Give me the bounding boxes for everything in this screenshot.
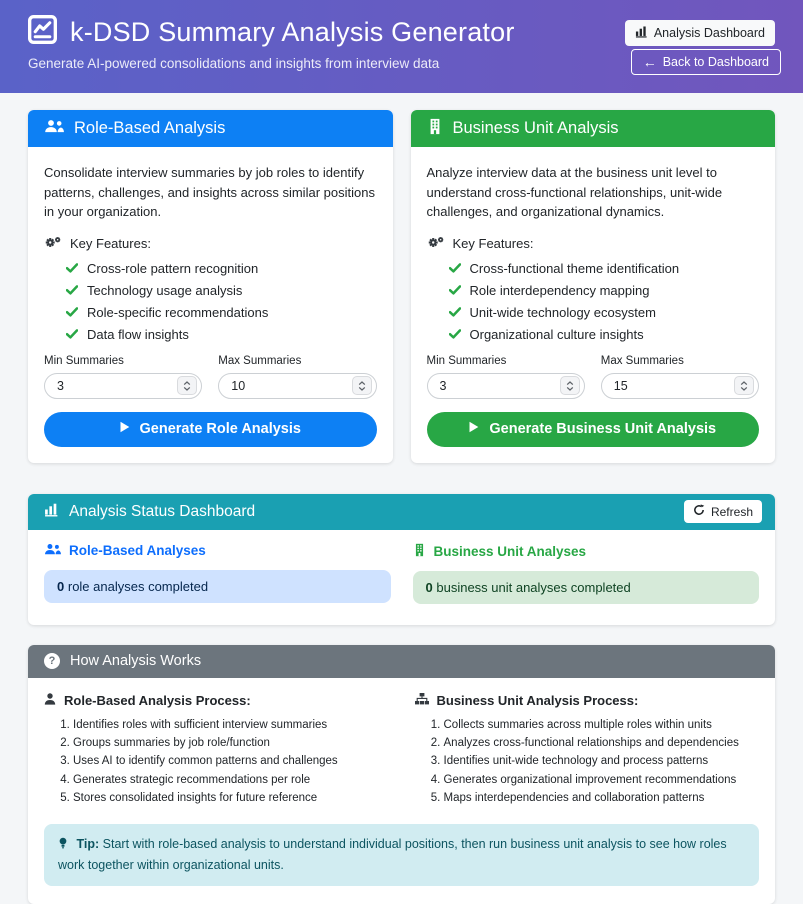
feature-label: Technology usage analysis — [87, 282, 243, 298]
feature-item — [66, 327, 377, 342]
role-max-summaries-field — [218, 355, 376, 399]
analysis-dashboard-button[interactable] — [625, 20, 775, 46]
feature-label: Cross-role pattern recognition — [87, 260, 259, 276]
check-icon — [66, 261, 78, 276]
process-step: 5. Maps interdependencies and collaboration patterns — [444, 789, 760, 807]
business-unit-card-header — [411, 110, 776, 147]
role-min-summaries-input-wrap — [44, 373, 202, 399]
number-spinner[interactable] — [560, 376, 580, 395]
role-min-summaries-field — [44, 355, 202, 399]
feature-label: Role interdependency mapping — [469, 282, 650, 298]
bu-max-summaries-field — [601, 355, 759, 399]
status-dashboard-body — [28, 530, 775, 625]
feature-label: Cross-functional theme identification — [469, 260, 680, 276]
bu-min-summaries-input[interactable] — [432, 378, 536, 394]
how-analysis-works-header — [28, 645, 775, 678]
feature-item — [449, 305, 760, 320]
check-icon — [66, 283, 78, 298]
tip-text: Start with role-based analysis to understand individual positions, then run business unit analysis to see how roles work together within organizational units. — [58, 837, 727, 873]
feature-label: Unit-wide technology ecosystem — [469, 304, 656, 320]
business-unit-inputs-row — [427, 355, 760, 399]
role-card-title: Role-Based Analysis — [74, 119, 226, 137]
business-unit-analyses-status-alert — [413, 571, 760, 604]
check-icon — [66, 305, 78, 320]
bu-min-summaries-input-wrap — [427, 373, 585, 399]
process-step: 5. Stores consolidated insights for future reference — [73, 789, 389, 807]
role-inputs-row — [44, 355, 377, 399]
role-key-features-row — [44, 236, 377, 252]
gears-icon — [427, 236, 445, 252]
business-unit-card-title: Business Unit Analysis — [452, 119, 619, 137]
role-analyses-count-label: role analyses completed — [67, 578, 209, 594]
refresh-button[interactable] — [684, 500, 762, 523]
how-analysis-works-card — [28, 645, 775, 904]
how-analysis-works-title: How Analysis Works — [70, 653, 202, 669]
feature-item — [449, 327, 760, 342]
header-title-block — [28, 0, 515, 93]
arrow-left-icon: ← — [642, 54, 657, 70]
generate-business-unit-analysis-button[interactable] — [427, 412, 760, 447]
business-unit-analyses-count: 0 — [425, 579, 433, 595]
gears-icon — [44, 236, 62, 252]
status-dashboard-header — [28, 494, 775, 530]
play-icon — [469, 421, 479, 437]
back-to-dashboard-label: Back to Dashboard — [662, 55, 769, 69]
status-dashboard-title: Analysis Status Dashboard — [69, 502, 256, 520]
bu-min-summaries-field — [427, 355, 585, 399]
business-unit-key-features-row — [427, 236, 760, 252]
role-analyses-status-alert — [44, 570, 391, 603]
feature-item — [66, 261, 377, 276]
business-unit-key-features-label: Key Features: — [452, 236, 534, 251]
process-step: 1. Collects summaries across multiple roles within units — [444, 716, 760, 734]
feature-label: Role-specific recommendations — [87, 304, 269, 320]
feature-item — [66, 283, 377, 298]
analysis-dashboard-label: Analysis Dashboard — [653, 26, 765, 40]
process-step: 1. Identifies roles with sufficient interview summaries — [73, 716, 389, 734]
tip-alert — [44, 824, 759, 885]
question-circle-icon: ? — [44, 653, 60, 669]
chart-line-icon — [28, 15, 57, 49]
business-unit-analyses-heading — [413, 543, 760, 560]
feature-item — [449, 261, 760, 276]
lightbulb-icon — [58, 837, 76, 851]
business-unit-analysis-card — [411, 110, 776, 463]
building-icon — [427, 118, 443, 140]
role-process-column — [44, 693, 389, 808]
role-min-summaries-input[interactable] — [49, 378, 153, 394]
role-analysis-card — [28, 110, 393, 463]
bu-max-summaries-input[interactable] — [606, 378, 710, 394]
feature-item — [449, 283, 760, 298]
role-max-summaries-input-wrap — [218, 373, 376, 399]
play-icon — [120, 421, 130, 437]
analysis-status-dashboard-card — [28, 494, 775, 625]
number-spinner[interactable] — [352, 376, 372, 395]
feature-label: Organizational culture insights — [469, 326, 644, 342]
role-process-heading — [44, 693, 389, 708]
role-analyses-heading-label: Role-Based Analyses — [69, 543, 206, 558]
business-unit-analyses-count-label: business unit analyses completed — [436, 579, 631, 595]
check-icon — [66, 327, 78, 342]
role-analyses-heading — [44, 543, 391, 559]
role-key-features-label: Key Features: — [70, 236, 151, 251]
role-card-body — [28, 147, 393, 463]
generate-role-analysis-button[interactable] — [44, 412, 377, 447]
check-icon — [449, 327, 461, 342]
process-step: 2. Analyzes cross-functional relationships and dependencies — [444, 734, 760, 752]
page-subtitle: Generate AI-powered consolidations and insights from interview data — [28, 56, 440, 71]
check-icon — [449, 283, 461, 298]
business-unit-process-steps — [415, 716, 760, 808]
role-process-steps — [44, 716, 389, 808]
process-step: 2. Groups summaries by job role/function — [73, 734, 389, 752]
bu-min-summaries-label: Min Summaries — [426, 354, 507, 367]
business-unit-card-body — [411, 147, 776, 463]
role-card-description: Consolidate interview summaries by job roles to identify patterns, challenges, and insights across similar positions in your organization. — [44, 165, 375, 219]
page-title: k-DSD Summary Analysis Generator — [70, 16, 515, 47]
building-icon — [413, 543, 426, 560]
business-unit-process-heading — [415, 693, 760, 708]
role-process-heading-label: Role-Based Analysis Process: — [64, 692, 251, 708]
header-actions — [625, 0, 775, 93]
generate-business-unit-analysis-label: Generate Business Unit Analysis — [489, 421, 717, 437]
generate-role-analysis-label: Generate Role Analysis — [139, 421, 301, 437]
process-step: 3. Uses AI to identify common patterns and challenges — [73, 752, 389, 770]
role-features-list — [44, 261, 377, 349]
check-icon — [449, 305, 461, 320]
users-icon — [44, 543, 61, 559]
refresh-label: Refresh — [710, 504, 753, 519]
bu-max-summaries-input-wrap — [601, 373, 759, 399]
role-min-summaries-label: Min Summaries — [44, 354, 124, 367]
back-to-dashboard-button[interactable] — [631, 49, 781, 75]
bar-chart-icon — [44, 502, 59, 522]
app-header — [0, 0, 803, 93]
refresh-icon — [693, 504, 705, 519]
bar-chart-icon — [635, 25, 648, 41]
main-content — [0, 110, 803, 904]
business-unit-features-list — [427, 261, 760, 349]
check-icon — [449, 261, 461, 276]
users-icon — [44, 119, 64, 139]
number-spinner[interactable] — [177, 376, 197, 395]
feature-label: Data flow insights — [87, 326, 189, 342]
process-step: 4. Generates organizational improvement recommendations — [444, 771, 760, 789]
feature-item — [66, 305, 377, 320]
how-analysis-works-body — [28, 678, 775, 904]
business-unit-process-heading-label: Business Unit Analysis Process: — [436, 692, 639, 708]
role-analyses-status — [44, 543, 391, 604]
role-max-summaries-label: Max Summaries — [218, 354, 302, 367]
number-spinner[interactable] — [734, 376, 754, 395]
business-unit-analyses-status — [413, 543, 760, 604]
tip-label: Tip: — [76, 837, 100, 852]
process-step: 4. Generates strategic recommendations per role — [73, 771, 389, 789]
role-max-summaries-input[interactable] — [223, 378, 327, 394]
bu-max-summaries-label: Max Summaries — [600, 354, 684, 367]
process-step: 3. Identifies unit-wide technology and process patterns — [444, 752, 760, 770]
role-card-header — [28, 110, 393, 147]
person-icon — [44, 693, 56, 708]
business-unit-description: Analyze interview data at the business unit level to understand cross-functional relationships, unit-wide challenges, and organizational dynamics. — [426, 165, 723, 219]
analysis-cards-row — [28, 110, 775, 463]
sitemap-icon — [415, 693, 429, 708]
business-unit-analyses-heading-label: Business Unit Analyses — [433, 543, 587, 559]
role-analyses-count: 0 — [57, 578, 65, 594]
business-unit-process-column — [415, 693, 760, 808]
